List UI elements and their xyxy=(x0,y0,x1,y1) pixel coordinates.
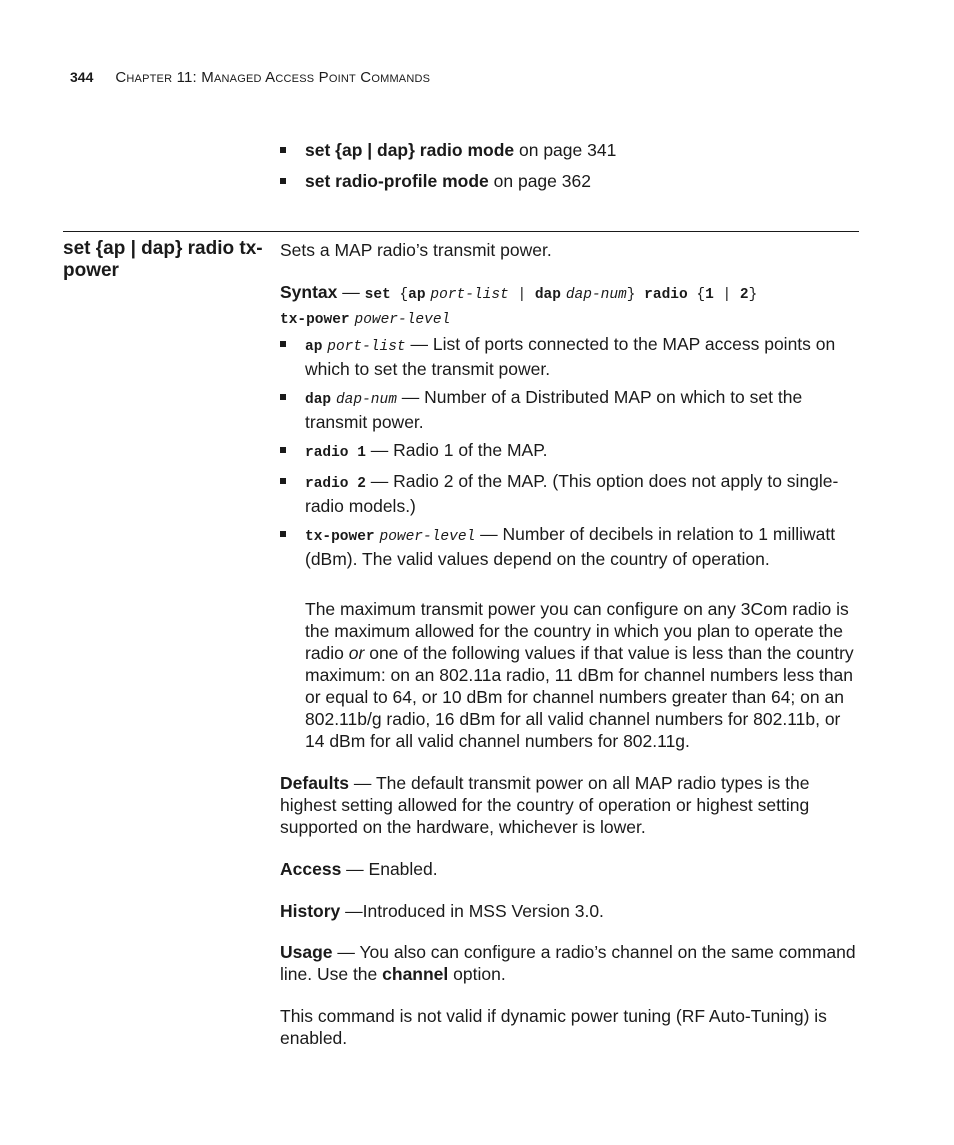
access-label: Access xyxy=(280,859,342,879)
page-number: 344 xyxy=(70,69,94,85)
param-desc: — Radio 1 of the MAP. xyxy=(365,440,548,460)
text: one of the following values if that value is less than the country maximum: on an 802.11a radio, 11 dBm for channel numbers less than or equal to 64, or 10 dBm for channel numbers greater than 64; on an 802.11b/g radio, 16 dBm for all valid channel numbers for 802.11b, or 14 dBm for all valid channel numbers for 802.11g. xyxy=(305,643,854,751)
see-also-command[interactable]: set {ap | dap} radio mode xyxy=(305,140,515,160)
see-also-command[interactable]: set radio-profile mode xyxy=(305,171,489,191)
syntax-block xyxy=(280,281,860,331)
param-arg: power-level xyxy=(379,529,476,545)
syntax-kw: set xyxy=(364,287,391,303)
running-header xyxy=(70,66,430,89)
history-text: —Introduced in MSS Version 3.0. xyxy=(340,901,604,921)
syntax-kw: ap xyxy=(408,287,426,303)
syntax-kw: 1 xyxy=(705,287,714,303)
param-keyword: dap xyxy=(305,392,332,408)
defaults-label: Defaults xyxy=(280,773,350,793)
section-divider xyxy=(63,231,859,232)
command-title: set {ap | dap} radio tx-power xyxy=(63,238,263,281)
syntax-sep: } xyxy=(748,287,758,303)
bullet-icon xyxy=(280,478,286,484)
usage-text: — You also can configure a radio’s channel on the same command line. Use the xyxy=(280,942,856,984)
usage-label: Usage xyxy=(280,942,333,962)
param-arg: port-list xyxy=(327,339,406,355)
syntax-sep: | xyxy=(713,287,740,303)
syntax-sep: { xyxy=(687,287,706,303)
history-section xyxy=(280,900,860,922)
param-keyword: radio 2 xyxy=(305,476,366,492)
command-description: Sets a MAP radio’s transmit power. xyxy=(280,240,552,260)
bullet-icon xyxy=(280,178,286,184)
history-label: History xyxy=(280,901,341,921)
page-reference[interactable]: on page 341 xyxy=(514,140,617,160)
channel-keyword: channel xyxy=(382,964,449,984)
defaults-section xyxy=(280,772,860,838)
param-desc: — Number of decibels in relation to 1 milliwatt (dBm). The valid values depend on the country of operation. xyxy=(305,524,836,569)
bullet-icon xyxy=(280,531,286,537)
emphasis: or xyxy=(348,643,365,663)
bullet-icon xyxy=(280,147,286,153)
chapter-title: Chapter 11: Managed Access Point Commands xyxy=(115,69,431,86)
usage-text: option. xyxy=(448,964,506,984)
bullet-icon xyxy=(280,394,286,400)
access-text: — Enabled. xyxy=(341,859,438,879)
syntax-arg: dap-num xyxy=(565,287,627,303)
syntax-kw: dap xyxy=(534,287,561,303)
bullet-icon xyxy=(280,341,286,347)
dash: — xyxy=(337,282,365,302)
param-desc: — List of ports connected to the MAP access points on which to set the transmit power. xyxy=(305,334,836,379)
usage-section xyxy=(280,941,860,985)
syntax-arg: port-list xyxy=(430,287,509,303)
bullet-icon xyxy=(280,447,286,453)
syntax-sep: } xyxy=(626,287,645,303)
param-keyword: tx-power xyxy=(305,529,375,545)
syntax-label: Syntax xyxy=(280,282,338,302)
syntax-kw: radio xyxy=(644,287,688,303)
syntax-kw: 2 xyxy=(739,287,749,303)
text: The maximum transmit power you can configure on any 3Com radio is the maximum allowed for the country in which you plan to operate the radio xyxy=(305,599,849,663)
defaults-text: — The default transmit power on all MAP radio types is the highest setting allowed for the country of operation or highest setting supported on the hardware, whichever is lower. xyxy=(280,773,810,837)
param-arg: dap-num xyxy=(335,392,397,408)
param-desc: — Number of a Distributed MAP on which to set the transmit power. xyxy=(305,387,803,432)
access-section xyxy=(280,858,860,880)
syntax-sep: { xyxy=(390,287,409,303)
syntax-arg: power-level xyxy=(354,312,451,328)
max-power-note xyxy=(305,598,860,752)
param-desc: — Radio 2 of the MAP. (This option does not apply to single-radio models.) xyxy=(305,471,839,516)
param-keyword: ap xyxy=(305,339,323,355)
syntax-kw: tx-power xyxy=(280,312,350,328)
syntax-sep: | xyxy=(508,287,535,303)
param-keyword: radio 1 xyxy=(305,445,366,461)
page-reference[interactable]: on page 362 xyxy=(488,171,591,191)
usage-note: This command is not valid if dynamic power tuning (RF Auto-Tuning) is enabled. xyxy=(280,1006,827,1048)
